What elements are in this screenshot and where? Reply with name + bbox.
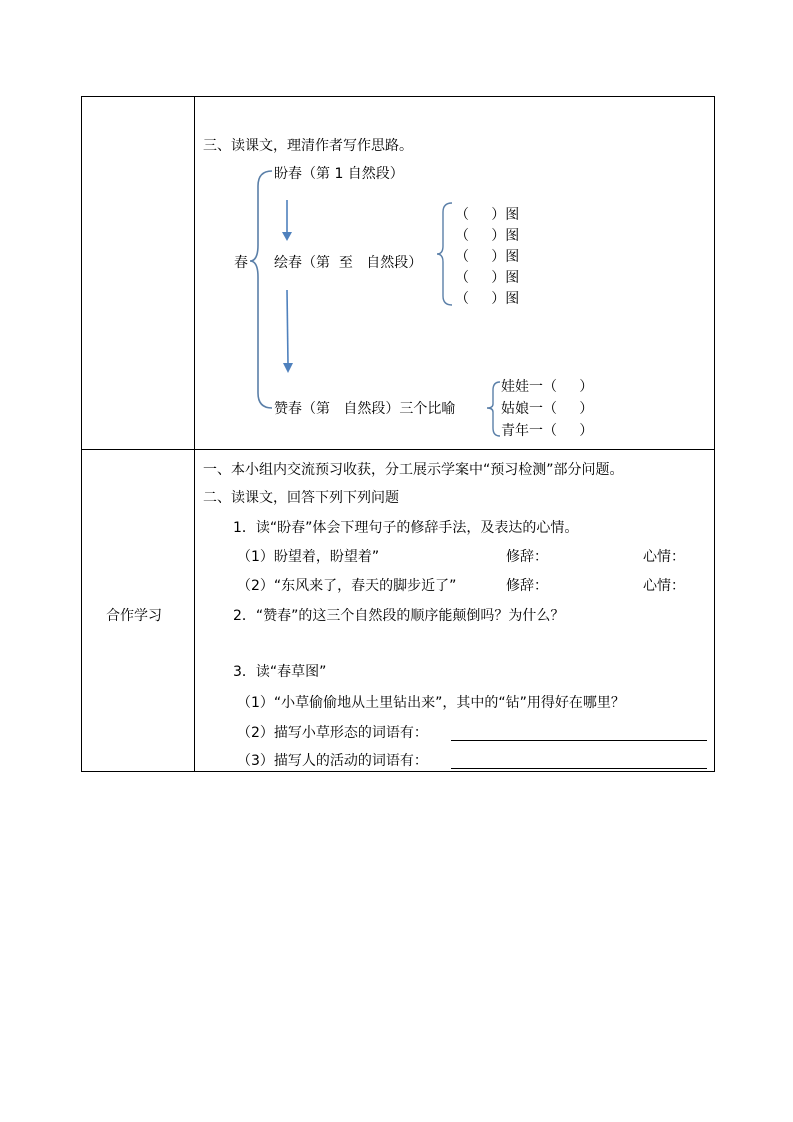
outline-branch-1: 盼春（第 1 自然段） [274,166,404,182]
picture-blank-4: （ ）图 [455,270,520,286]
arrow-2-head [283,363,293,373]
question-3b: （2）描写小草形态的词语有： [237,725,428,741]
outline-root: 春 [234,255,248,271]
question-1b: （2）“东风来了，春天的脚步近了” [237,578,457,594]
picture-blank-2: （ ）图 [455,228,520,244]
pictures-brace [437,203,452,305]
picture-blank-1: （ ）图 [455,207,520,223]
question-1b-mood: 心情： [643,578,685,594]
outline-heading: 三、读课文，理清作者写作思路。 [203,138,413,154]
metaphor-1: 娃娃一（ ） [501,379,594,395]
task-item-2: 二、读课文，回答下列下列问题 [203,490,399,506]
arrow-1-head [282,232,292,241]
question-3a: （1）“小草偷偷地从土里钻出来”，其中的“钻”用得好在哪里？ [237,695,625,711]
question-1: 1．读“盼春”体会下理句子的修辞手法，及表达的心情。 [233,520,579,536]
outline-branch-3: 赞春（第 自然段）三个比喻 [274,401,456,417]
task-item-1: 一、本小组内交流预习收获，分工展示学案中“预习检测”部分问题。 [203,462,624,478]
outline-branch-2: 绘春（第 至 自然段） [274,255,423,271]
arrow-2-shaft [287,290,288,364]
metaphor-2: 姑娘一（ ） [501,401,594,417]
answer-line-3c[interactable] [451,768,707,769]
question-1a: （1）盼望着，盼望着” [237,549,380,565]
picture-blank-3: （ ）图 [455,249,520,265]
question-1a-mood: 心情： [643,549,685,565]
section-label: 合作学习 [106,608,162,624]
question-3: 3．读“春草图” [233,664,327,680]
question-2: 2．“赞春”的这三个自然段的顺序能颠倒吗？为什么？ [233,608,565,624]
question-1b-rhetoric: 修辞： [506,578,548,594]
metaphors-brace [487,382,500,436]
question-3c: （3）描写人的活动的词语有： [237,753,428,769]
answer-line-3b[interactable] [451,740,707,741]
question-1a-rhetoric: 修辞： [506,549,548,565]
picture-blank-5: （ ）图 [455,291,520,307]
metaphor-3: 青年一（ ） [501,423,594,439]
main-brace [250,171,272,408]
